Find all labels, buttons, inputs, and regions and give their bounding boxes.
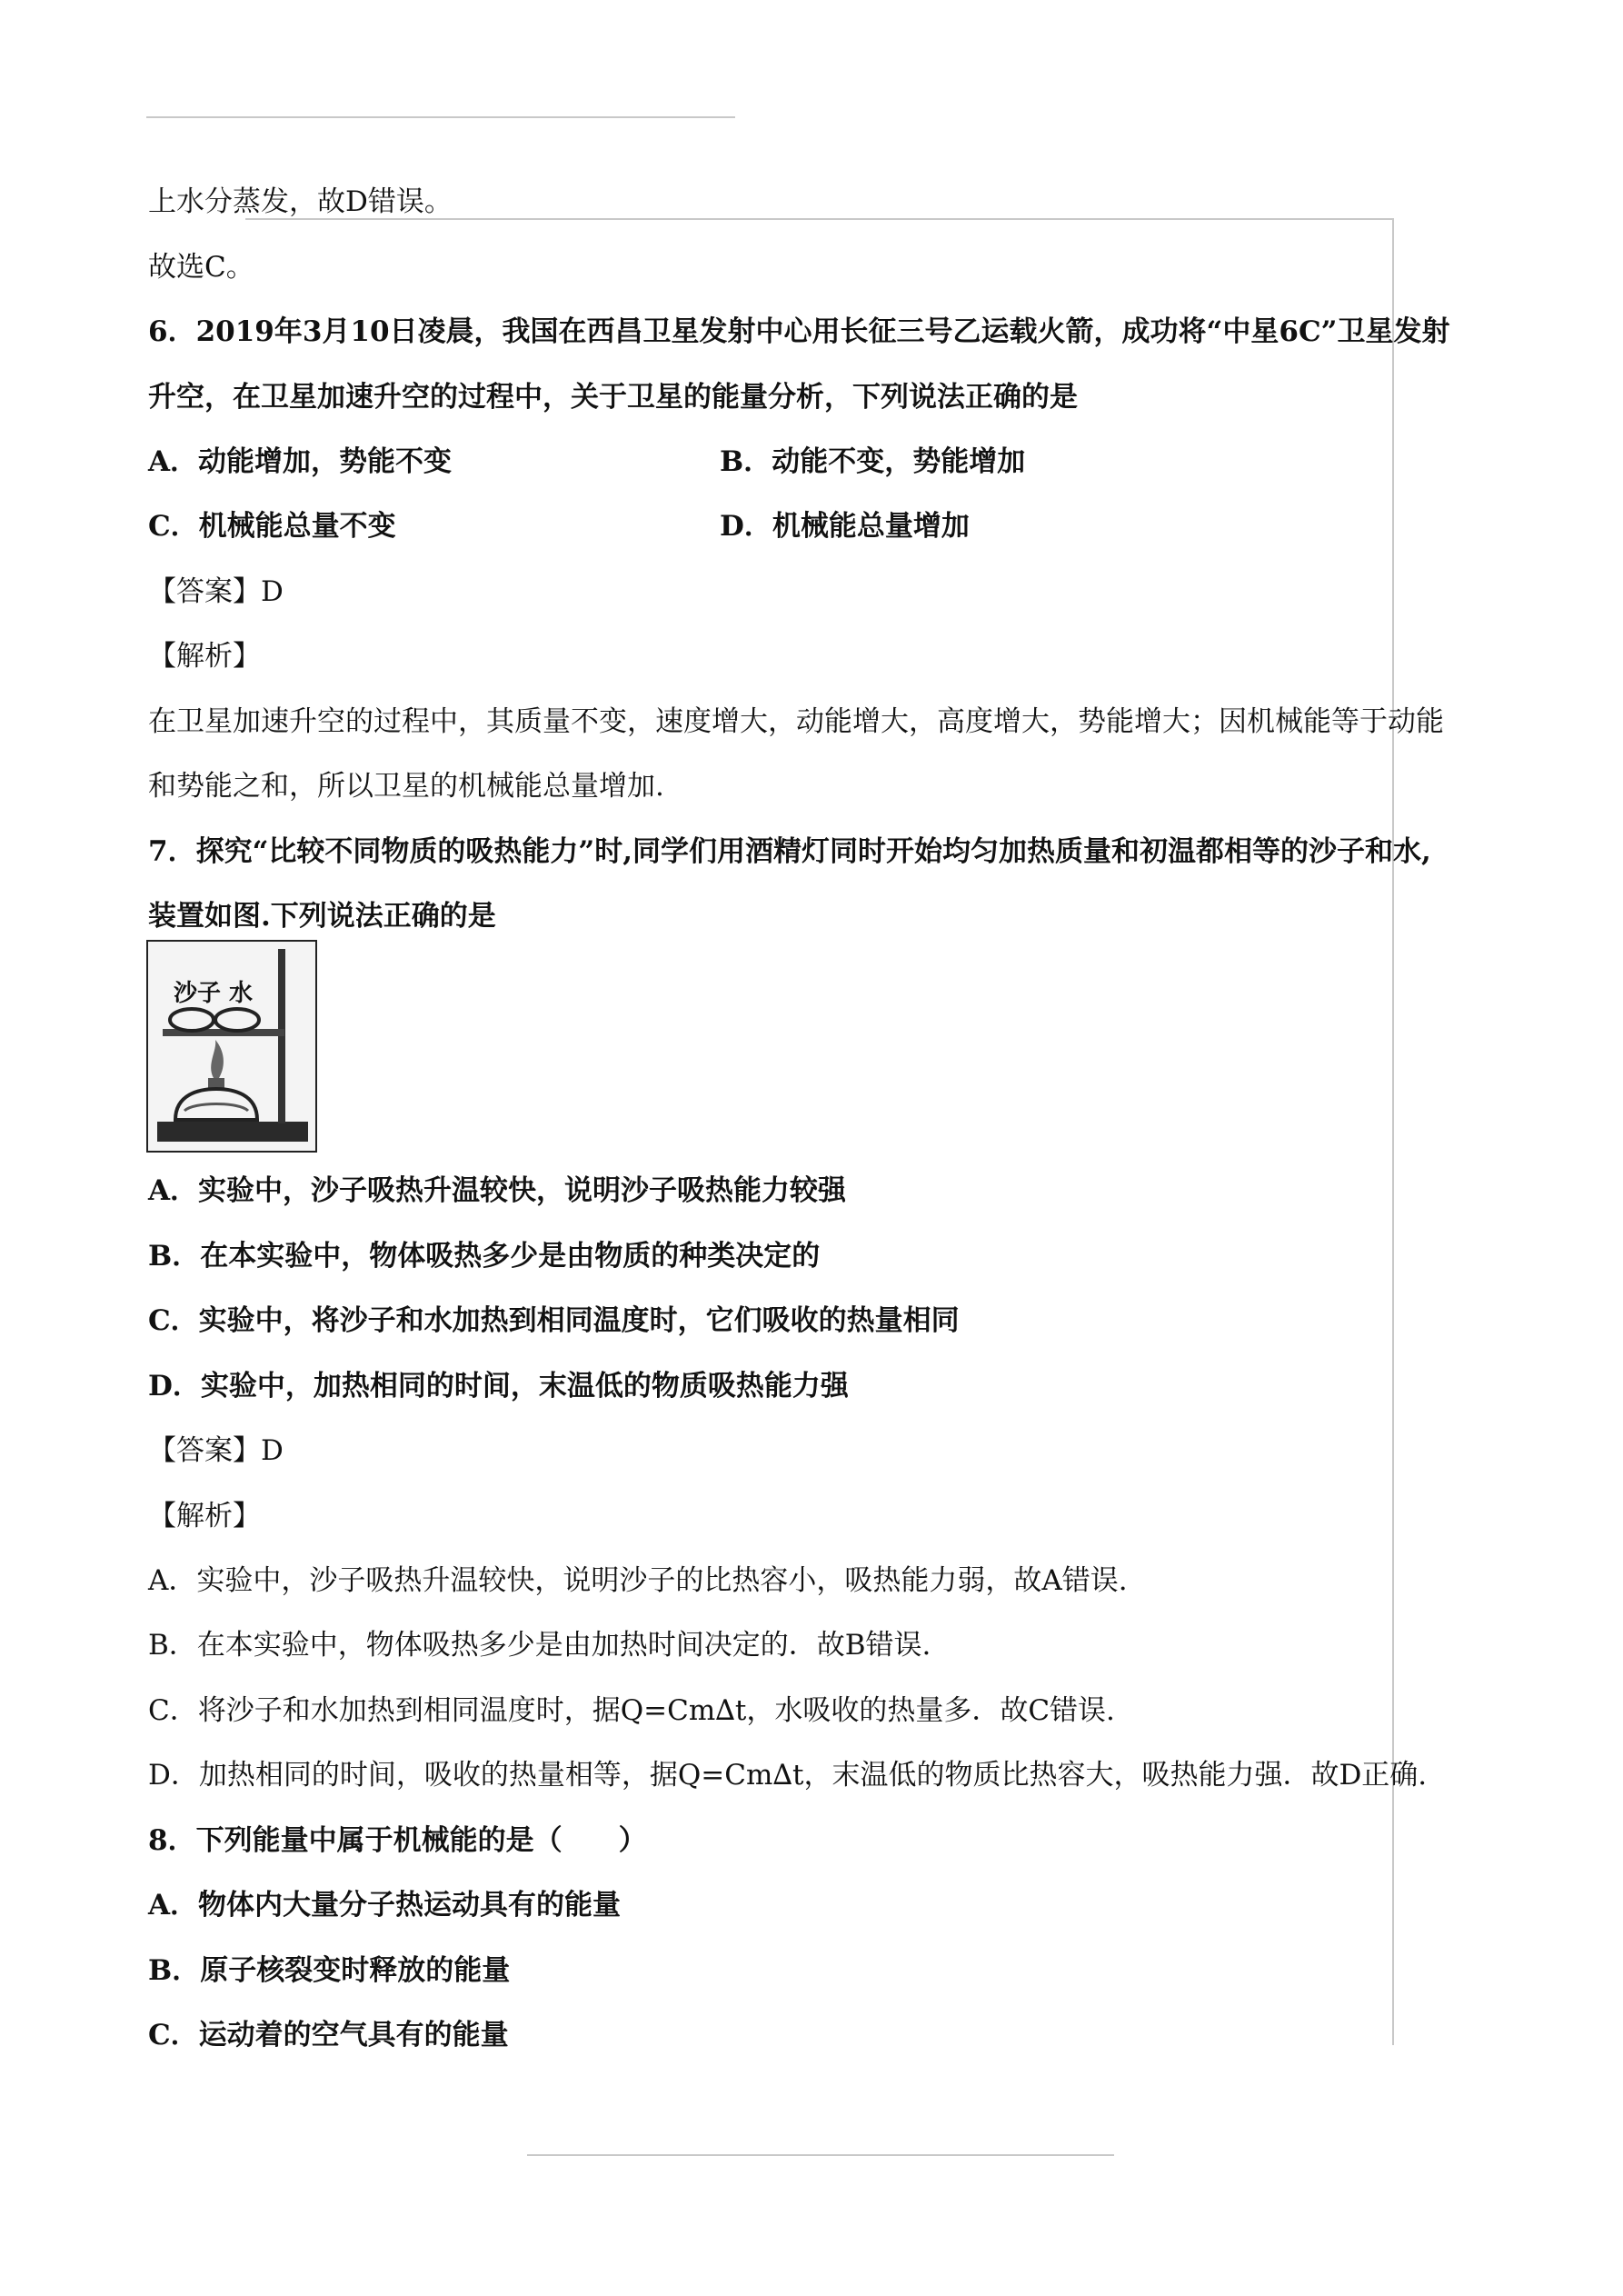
text-line: 上水分蒸发，故D错误。	[148, 185, 453, 218]
analysis-label: 【解析】	[148, 640, 261, 673]
option-b: B．动能不变，势能增加	[720, 445, 1026, 478]
analysis-text: A．实验中，沙子吸热升温较快，说明沙子的比热容小，吸热能力弱，故A错误.	[148, 1564, 1128, 1597]
question-6-options-row1	[148, 444, 1026, 480]
analysis-text: C．将沙子和水加热到相同温度时，据Q=Cm∆t，水吸收的热量多．故C错误.	[148, 1694, 1115, 1727]
answer-label: 【答案】D	[148, 575, 284, 608]
option-c: C．运动着的空气具有的能量	[148, 2019, 509, 2051]
option-d: D．实验中，加热相同的时间，末温低的物质吸热能力强	[148, 1370, 849, 1403]
apparatus-drawing	[148, 942, 315, 1151]
question-8-stem: 8．下列能量中属于机械能的是（ ）	[148, 1824, 647, 1857]
option-b: B．在本实验中，物体吸热多少是由物质的种类决定的	[148, 1240, 821, 1273]
option-a: A．实验中，沙子吸热升温较快，说明沙子吸热能力较强	[148, 1174, 847, 1207]
option-b: B．原子核裂变时释放的能量	[148, 1954, 511, 1987]
question-6-stem: 6．2019年3月10日凌晨，我国在西昌卫星发射中心用长征三号乙运载火箭，成功将“中星6C”卫星发射	[148, 315, 1450, 348]
question-6-stem-cont: 升空，在卫星加速升空的过程中，关于卫星的能量分析，下列说法正确的是	[148, 381, 1078, 414]
answer-label: 【答案】D	[148, 1434, 284, 1467]
analysis-text: 和势能之和，所以卫星的机械能总量增加.	[148, 770, 664, 803]
figure-label: 沙子 水	[174, 980, 254, 1007]
option-d: D．机械能总量增加	[720, 510, 970, 543]
experiment-figure	[146, 940, 317, 1153]
analysis-label: 【解析】	[148, 1500, 261, 1532]
option-a: A．物体内大量分子热运动具有的能量	[148, 1889, 622, 1922]
bottom-rule	[527, 2154, 1114, 2156]
text-line: 故选C。	[148, 251, 254, 284]
question-7-stem-cont: 装置如图.下列说法正确的是	[148, 900, 496, 933]
analysis-text: D．加热相同的时间，吸收的热量相等，据Q=Cm∆t，末温低的物质比热容大，吸热能力强．故D正确.	[148, 1759, 1428, 1792]
analysis-text: B．在本实验中，物体吸热多少是由加热时间决定的．故B错误.	[148, 1629, 931, 1662]
analysis-text: 在卫星加速升空的过程中，其质量不变，速度增大，动能增大，高度增大，势能增大；因机械能等于动能	[148, 705, 1444, 738]
top-rule	[146, 116, 735, 118]
option-c: C．机械能总量不变	[148, 510, 396, 543]
question-6-options-row2	[148, 508, 970, 544]
option-a: A．动能增加，势能不变	[148, 445, 453, 478]
option-c: C．实验中，将沙子和水加热到相同温度时，它们吸收的热量相同	[148, 1304, 960, 1337]
question-7-stem: 7．探究“比较不同物质的吸热能力”时,同学们用酒精灯同时开始均匀加热质量和初温都相等的沙子和水,	[148, 835, 1431, 868]
